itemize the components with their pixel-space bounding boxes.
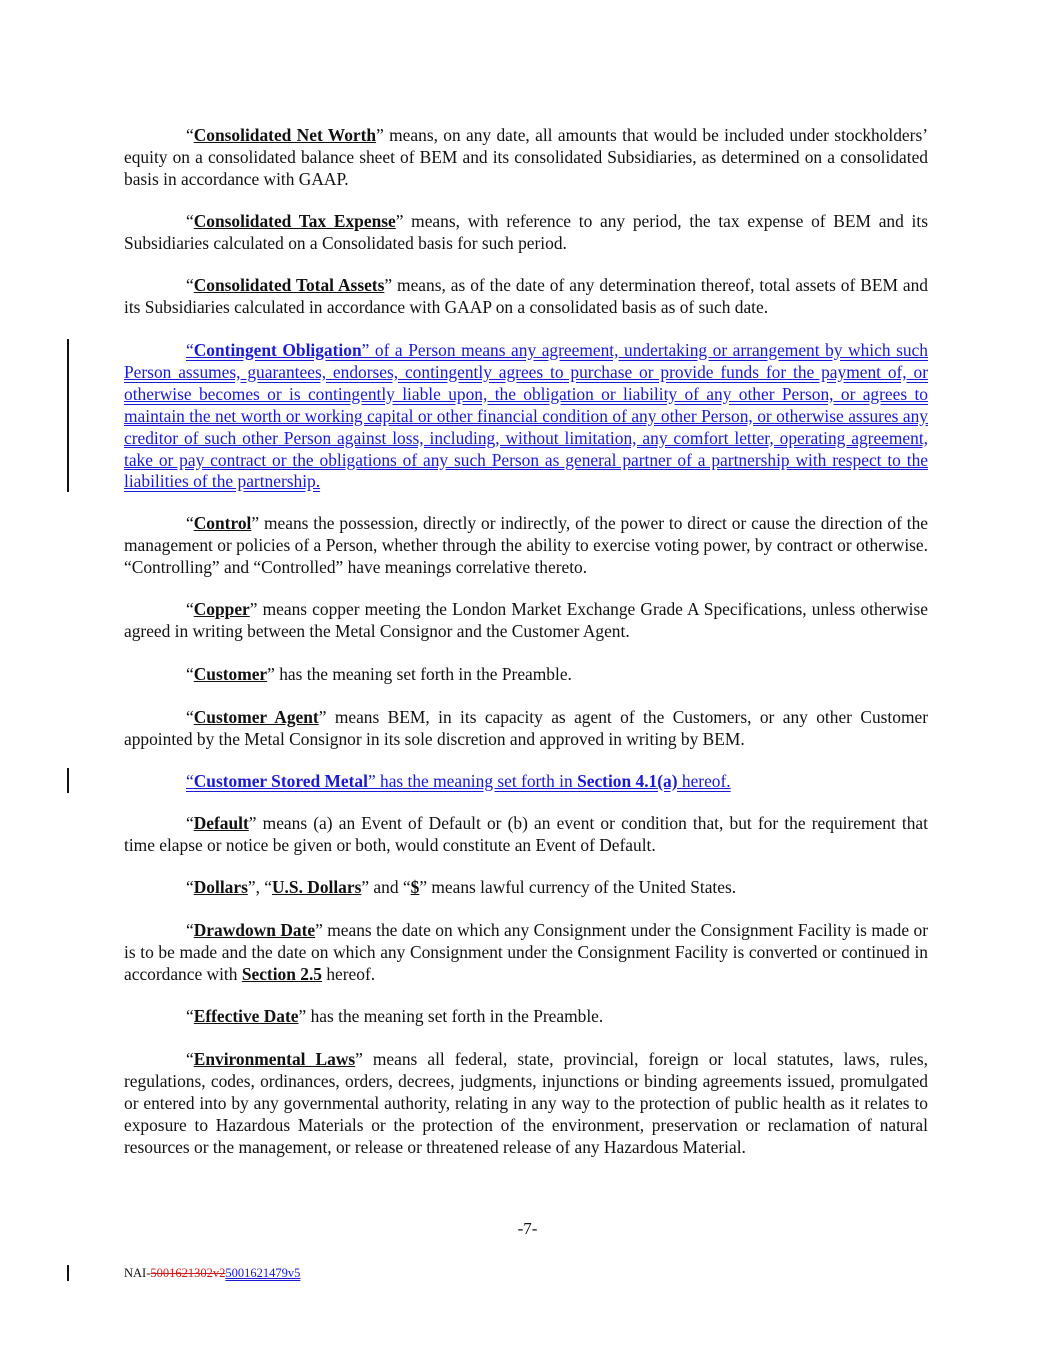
definition-consolidated-net-worth: “Consolidated Net Worth” means, on any date, all amounts that would be included under stockholders’ equity on a consolidated balance sheet of BEM and its consolidated Subsidiaries, as determined on a consolidated basis in accordance with GAAP. <box>124 125 929 189</box>
document-footer-id: NAI-5001621302v25001621479v5 <box>124 1266 301 1280</box>
defined-term: Drawdown Date <box>193 920 316 940</box>
defined-term: Consolidated Net Worth <box>193 125 377 145</box>
defined-term: Control <box>193 513 252 533</box>
deleted-doc-id: 5001621302v2 <box>150 1266 226 1280</box>
definition-copper: “Copper” means copper meeting the London Market Exchange Grade A Specifications, unless otherwise agreed in writing between the Metal Consignor and the Customer Agent. <box>124 599 928 641</box>
page-number: -7- <box>517 1219 538 1238</box>
defined-term: Customer <box>193 664 268 684</box>
definition-customer-agent: “Customer Agent” means BEM, in its capacity as agent of the Customers, or any other Customer appointed by the Metal Consignor in its sole discretion and approved in writing by BEM. <box>124 707 929 749</box>
defined-term: U.S. Dollars <box>271 877 362 897</box>
section-reference: Section 4.1(a) <box>577 771 678 791</box>
defined-term: Consolidated Tax Expense <box>193 211 396 231</box>
definition-consolidated-tax-expense: “Consolidated Tax Expense” means, with reference to any period, the tax expense of BEM and its Subsidiaries calculated on a Consolidated basis for such period. <box>124 211 928 253</box>
defined-term: Copper <box>193 599 250 619</box>
defined-term: Customer Stored Metal <box>193 771 368 791</box>
definition-effective-date: “Effective Date” has the meaning set forth in the Preamble. <box>186 1006 604 1026</box>
defined-term: Default <box>193 813 249 833</box>
defined-term: Environmental Laws <box>193 1049 356 1069</box>
change-bar <box>67 339 69 492</box>
definition-contingent-obligation: “Contingent Obligation” of a Person means any agreement, undertaking or arrangement by which such Person assumes, guarantees, endorses, contingently agrees to purchase or provide funds for the payment of, or otherwise becomes or is contingently liable upon, the obligation or liability of any other Person, or agrees to maintain the net worth or working capital or other financial condition of any other Person, or otherwise assures any creditor of such other Person against loss, including, without limitation, any comfort letter, operating agreement, take or pay contract or the obligations of any such Person as general partner of a partnership with respect to the liabilities of the partnership. <box>124 340 928 492</box>
definition-drawdown-date: “Drawdown Date” means the date on which any Consignment under the Consignment Facility is made or is to be made and the date on which any Consignment under the Consignment Facility is converted or continued in accordance with Section 2.5 hereof. <box>124 920 929 984</box>
definition-environmental-laws: “Environmental Laws” means all federal, state, provincial, foreign or local statutes, laws, rules, regulations, codes, ordinances, orders, decrees, judgments, injunctions or binding agreements issued, promulgated or entered into by any governmental authority, relating in any way to the protection of public health as it relates to exposure to Hazardous Materials or the protection of the environment, preservation or reclamation of natural resources or the management, or release or threatened release of any Hazardous Material. <box>124 1049 929 1157</box>
defined-term: $ <box>410 877 420 897</box>
change-bar <box>67 1265 69 1281</box>
definition-default: “Default” means (a) an Event of Default or (b) an event or condition that, but for the requirement that time elapse or notice be given or both, would constitute an Event of Default. <box>124 813 928 855</box>
section-reference: Section 2.5 <box>241 963 322 984</box>
defined-term: Customer Agent <box>193 707 319 727</box>
defined-term: Effective Date <box>193 1006 299 1026</box>
definition-customer: “Customer” has the meaning set forth in the Preamble. <box>186 664 572 684</box>
definition-control: “Control” means the possession, directly or indirectly, of the power to direct or cause the direction of the management or policies of a Person, whether through the ability to exercise voting power, by contract or otherwise. “Controlling” and “Controlled” have meanings correlative thereto. <box>124 513 928 577</box>
inserted-doc-id: 5001621479v5 <box>225 1266 301 1280</box>
definition-customer-stored-metal: “Customer Stored Metal” has the meaning set forth in Section 4.1(a) hereof. <box>186 771 731 791</box>
definition-dollars: “Dollars”, “U.S. Dollars” and “$” means lawful currency of the United States. <box>186 877 737 897</box>
defined-term: Contingent Obligation <box>193 340 362 360</box>
defined-term: Dollars <box>193 877 248 897</box>
defined-term: Consolidated Total Assets <box>193 275 385 295</box>
definition-consolidated-total-assets: “Consolidated Total Assets” means, as of the date of any determination thereof, total assets of BEM and its Subsidiaries calculated in accordance with GAAP on a consolidated basis as of such date. <box>124 275 928 317</box>
change-bar <box>67 768 69 793</box>
